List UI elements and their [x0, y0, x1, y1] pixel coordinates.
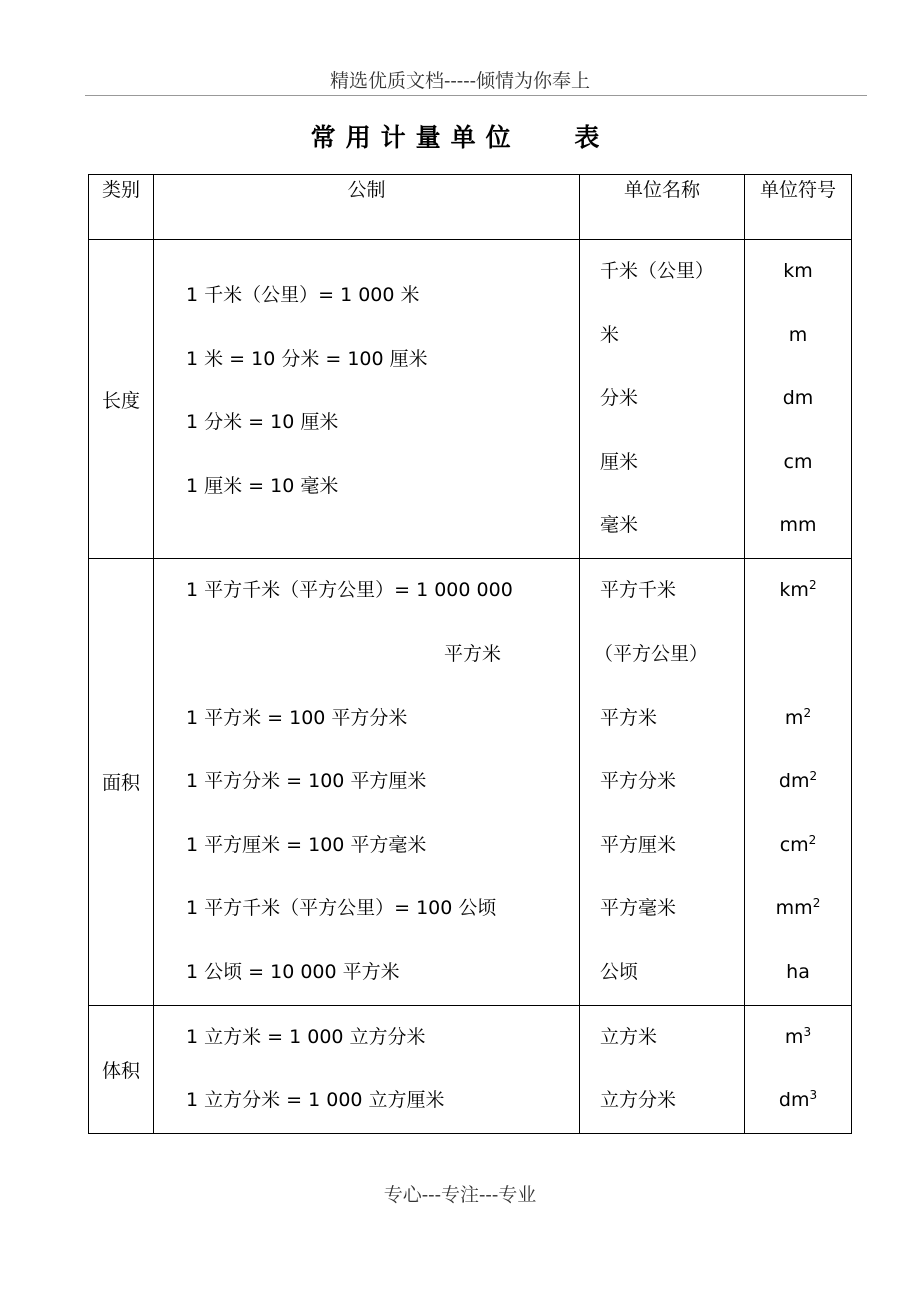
category-cell: 长度	[89, 240, 154, 559]
unit-symbol-cell	[745, 240, 852, 559]
unit-symbol: $m^3$	[784, 1024, 812, 1048]
unit-name: 平方千米	[600, 579, 677, 602]
column-header: 类别	[89, 175, 154, 240]
formula-line: 1 立方分米 = 1 000 立方厘米	[186, 1089, 445, 1112]
unit-symbol: $dm^2$	[778, 769, 818, 793]
unit-symbol	[745, 623, 851, 687]
table-row-area	[89, 559, 852, 1005]
formula-line: 1 平方千米（平方公里）= 100 公顷	[186, 897, 497, 920]
unit-name: 毫米	[600, 514, 639, 537]
unit-symbol-cell	[745, 559, 852, 1005]
unit-symbol: cm	[783, 450, 813, 473]
formula-line: 平方米	[444, 642, 502, 665]
formula-line: 1 公顷 = 10 000 平方米	[186, 960, 400, 983]
unit-name: 平方毫米	[600, 897, 677, 920]
formula-line: 1 平方千米（平方公里）= 1 000 000	[186, 579, 513, 602]
unit-name-cell	[580, 240, 745, 559]
unit-symbol: km	[783, 260, 813, 282]
unit-name: 千米（公里）	[600, 260, 715, 282]
units-table	[88, 174, 852, 1134]
unit-symbol: $km^2$	[779, 578, 817, 602]
unit-symbol: $mm^2$	[775, 896, 821, 920]
unit-symbol: $m^2$	[784, 705, 812, 729]
formula-line: 1 米 = 10 分米 = 100 厘米	[186, 347, 428, 370]
unit-name: 厘米	[600, 450, 639, 473]
formula-line: 1 平方分米 = 100 平方厘米	[186, 770, 427, 793]
unit-symbol: $dm^3$	[778, 1088, 818, 1112]
unit-name-cell	[580, 1005, 745, 1133]
formula-line: 1 平方米 = 100 平方分米	[186, 706, 408, 729]
formula-cell	[154, 240, 580, 559]
column-header: 单位名称	[580, 175, 745, 240]
page-footer: 专心---专注---专业	[383, 1184, 537, 1206]
page-header: 精选优质文档-----倾情为你奉上	[329, 70, 591, 92]
formula-line: 1 千米（公里）= 1 000 米	[186, 284, 420, 306]
unit-symbol: m	[788, 323, 808, 346]
unit-name: 公顷	[600, 960, 639, 983]
formula-cell	[154, 559, 580, 1005]
unit-name: 分米	[600, 387, 639, 410]
unit-name: 立方米	[600, 1025, 658, 1048]
unit-name: 平方米	[600, 706, 658, 729]
unit-symbol: dm	[782, 387, 814, 410]
unit-name: （平方公里）	[594, 642, 709, 665]
unit-symbol: $cm^2$	[779, 832, 817, 856]
formula-cell	[154, 1005, 580, 1133]
table-header-row	[89, 175, 852, 240]
unit-symbol-cell	[745, 1005, 852, 1133]
formula-line: 1 分米 = 10 厘米	[186, 411, 339, 434]
unit-name: 平方分米	[600, 770, 677, 793]
formula-line: 1 平方厘米 = 100 平方毫米	[186, 833, 427, 856]
header-divider	[85, 95, 867, 96]
formula-line: 1 立方米 = 1 000 立方分米	[186, 1025, 426, 1048]
table-row-length	[89, 240, 852, 559]
category-cell: 面积	[89, 559, 154, 1005]
page-title: 常用计量单位 表	[310, 123, 610, 152]
column-header: 单位符号	[745, 175, 852, 240]
unit-name-cell	[580, 559, 745, 1005]
unit-name: 立方分米	[600, 1089, 677, 1112]
category-cell: 体积	[89, 1005, 154, 1133]
column-header: 公制	[154, 175, 580, 240]
unit-symbol: mm	[779, 514, 817, 537]
table-row-volume	[89, 1005, 852, 1133]
unit-name: 平方厘米	[600, 833, 677, 856]
unit-name: 米	[600, 323, 620, 346]
unit-symbol: ha	[786, 960, 810, 983]
formula-line: 1 厘米 = 10 毫米	[186, 474, 339, 497]
